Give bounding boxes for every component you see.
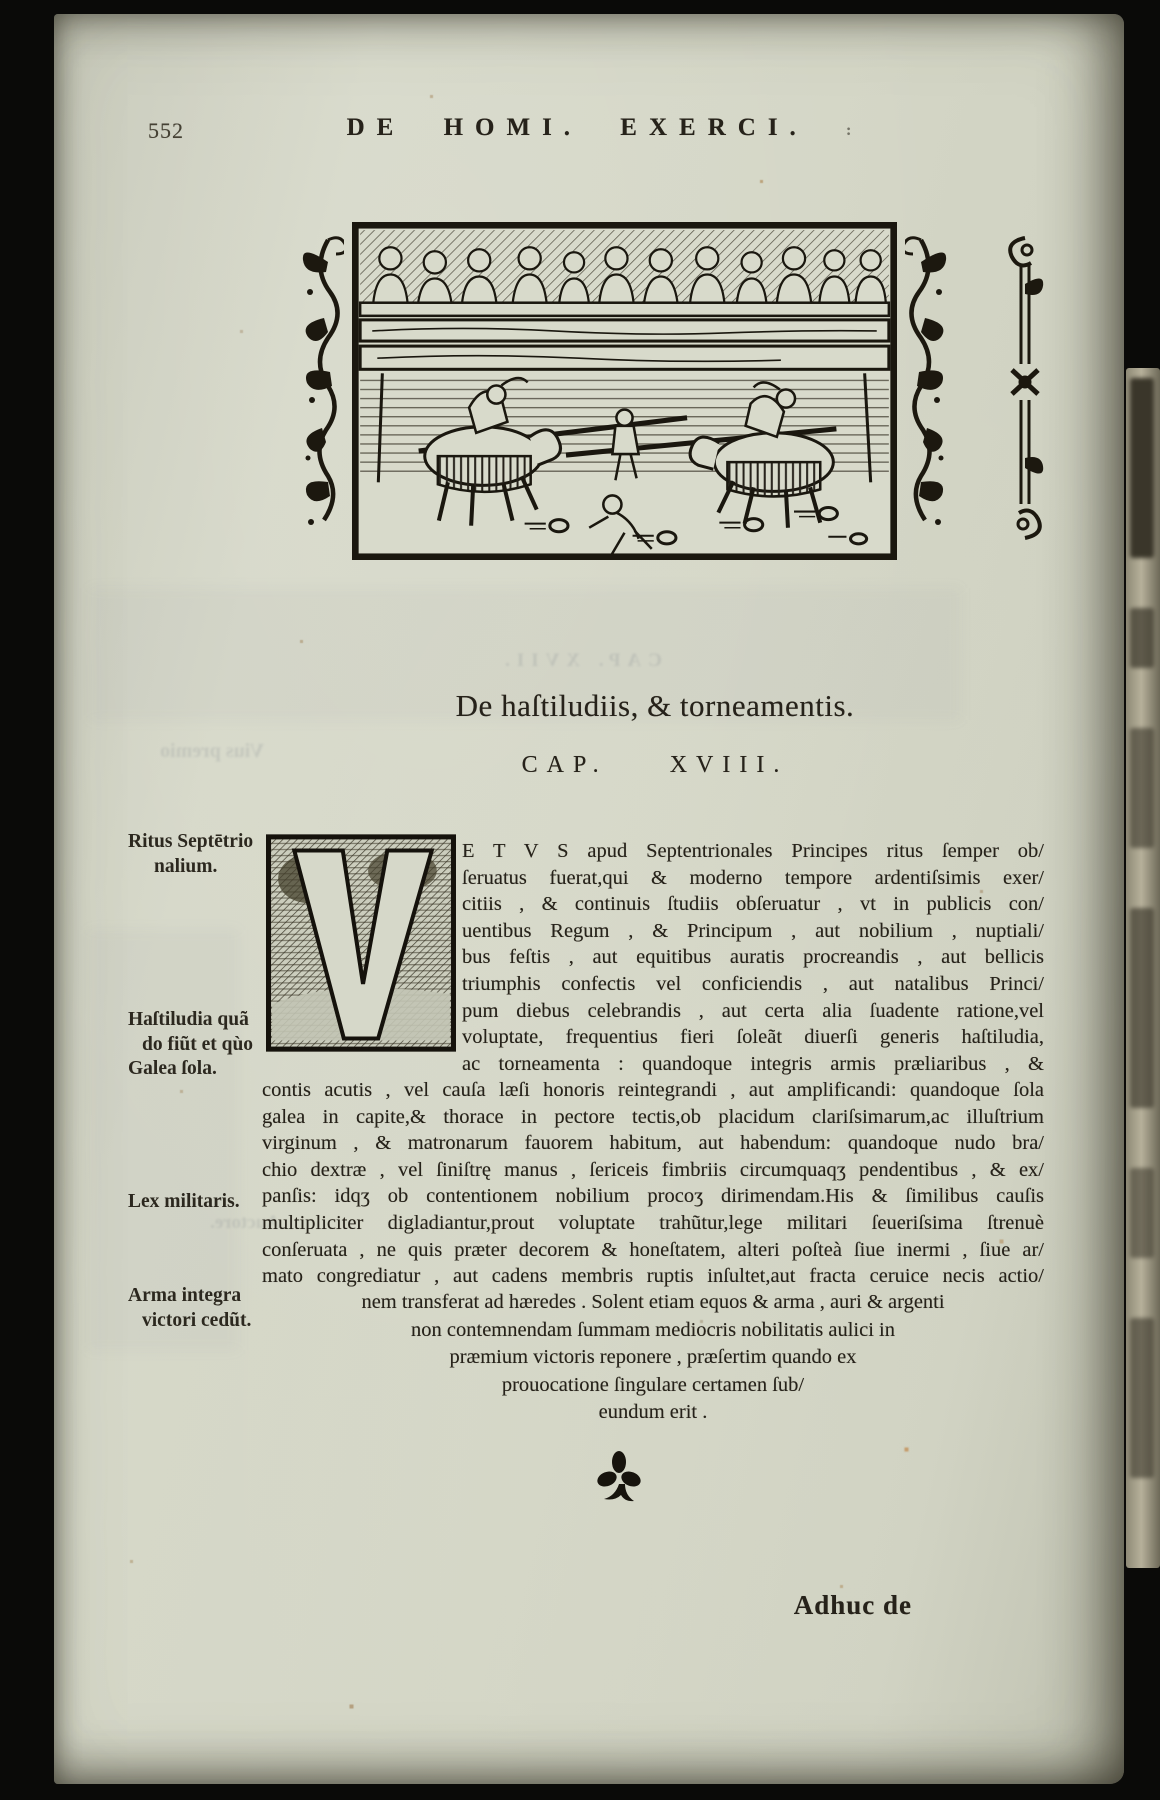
- floral-border-right-icon: [905, 232, 951, 544]
- scroll-knot-border-icon: [1000, 232, 1050, 544]
- body-line: contis acutis , vel cauſa læſi honoris reintegrandi , aut amplificandi: quandoque ſola: [262, 1079, 1044, 1101]
- woodcut-illustration-row: [0, 222, 1160, 562]
- body-line: eundum erit .: [598, 1401, 708, 1424]
- running-head: [290, 114, 910, 142]
- chapter-title: De haſtiludiis, & torneamentis.: [455, 688, 855, 723]
- page-number: 552: [148, 118, 184, 143]
- running-head-mark: :: [846, 122, 854, 139]
- running-head-title: DE HOMI. EXERCI.: [346, 114, 808, 141]
- body-line: galea in capite,& thorace in pectore tectis,ob placidum clariſsimarum,ac illuſtrium: [262, 1105, 1044, 1128]
- joust-tournament-woodcut: [352, 222, 897, 560]
- body-line: voluptate, frequentius fieri ſoleãt diuerſi generis haſtiludia,: [462, 1026, 1044, 1049]
- body-line: ſeruatus fuerat,qui & moderno tempore ardentiſsimis exer/: [462, 866, 1044, 889]
- show-through-text: Auctore.: [210, 1212, 280, 1233]
- body-line: conſeruata , ne quis præter decorem & honeſtatem, alteri poſteà ſiue inermi , ſiue ar/: [262, 1238, 1044, 1261]
- body-text-indented: [462, 838, 1044, 1077]
- body-text-tapered: [262, 1289, 1044, 1427]
- body-line: chio dextræ , vel ſiniſtrę manus , ſericeis fimbriis circumquaqʒ pendentibus , & ex/: [262, 1158, 1044, 1181]
- adjacent-page-edge: [1126, 368, 1160, 1568]
- body-line: multipliciter digladiantur,prout voluptate trahũtur,lege militari ſeueriſsima ſtrenuè: [262, 1211, 1044, 1234]
- body-line: non contemnendam ſummam mediocris nobilitatis aulici in: [411, 1318, 895, 1341]
- body-line: triumphis confectis vel conficiendis , aut natalibus Princi/: [462, 972, 1044, 995]
- body-line: citiis , & continuis ſtudiis obſeruatur , vt in publicis con/: [462, 893, 1044, 916]
- drop-cap-v-woodcut-icon: [266, 834, 456, 1052]
- floral-border-left-icon: [298, 232, 344, 544]
- body-line: prouocatione ſingulare certamen ſub/: [501, 1373, 805, 1396]
- body-line: præmium victoris reponere , præſertim quando ex: [449, 1346, 857, 1369]
- margin-note: Ritus Septētrio nalium.: [128, 831, 254, 877]
- body-line: nem transferat ad hæredes . Solent etiam equos & arma , auri & argenti: [361, 1291, 945, 1313]
- cap-number: XVIII.: [669, 752, 789, 778]
- body-line: ac torneamenta : quandoque integris armis præliaribus , &: [462, 1052, 1044, 1075]
- body-line: E T V S apud Septentrionales Principes ritus ſemper ob/: [462, 840, 1044, 862]
- margin-note: Haſtiludia quã do fiũt et qùo Galea ſola.: [128, 1009, 254, 1079]
- body-line: mato congrediatur , aut cadens membris ruptis inſultet,aut fracta ceruice necis actio/: [262, 1265, 1044, 1288]
- margin-note: Arma integra victori cedũt.: [128, 1285, 252, 1331]
- fleuron-ornament-icon: [596, 1448, 642, 1506]
- chapter-number-line: [260, 752, 1050, 779]
- show-through-text: CAP. XVII.: [498, 650, 662, 671]
- body-line: uentibus Regum , & Principum , aut nobilium , nuptiali/: [462, 919, 1044, 942]
- body-text-full-width: [262, 1077, 1044, 1290]
- cap-label: CAP.: [521, 752, 608, 778]
- body-line: pum diebus celebrandis , aut certa alia ſuadente ratione,vel: [462, 999, 1044, 1022]
- show-through-text: Vius premio: [160, 740, 264, 762]
- body-line: panſis: idqʒ ob contentionem nobilium procoʒ dirimendam.His & ſimilibus cauſis: [262, 1185, 1044, 1208]
- catchword: Adhuc de: [793, 1590, 912, 1620]
- body-line: virginum , & matronarum fauorem habitum, aut habendum: quandoque nudo bra/: [262, 1132, 1044, 1155]
- foxing-specks: [0, 0, 3, 3]
- margin-note: Lex militaris.: [128, 1191, 240, 1212]
- body-line: bus feſtis , aut equitibus auratis procreandis , aut bellicis: [462, 946, 1044, 969]
